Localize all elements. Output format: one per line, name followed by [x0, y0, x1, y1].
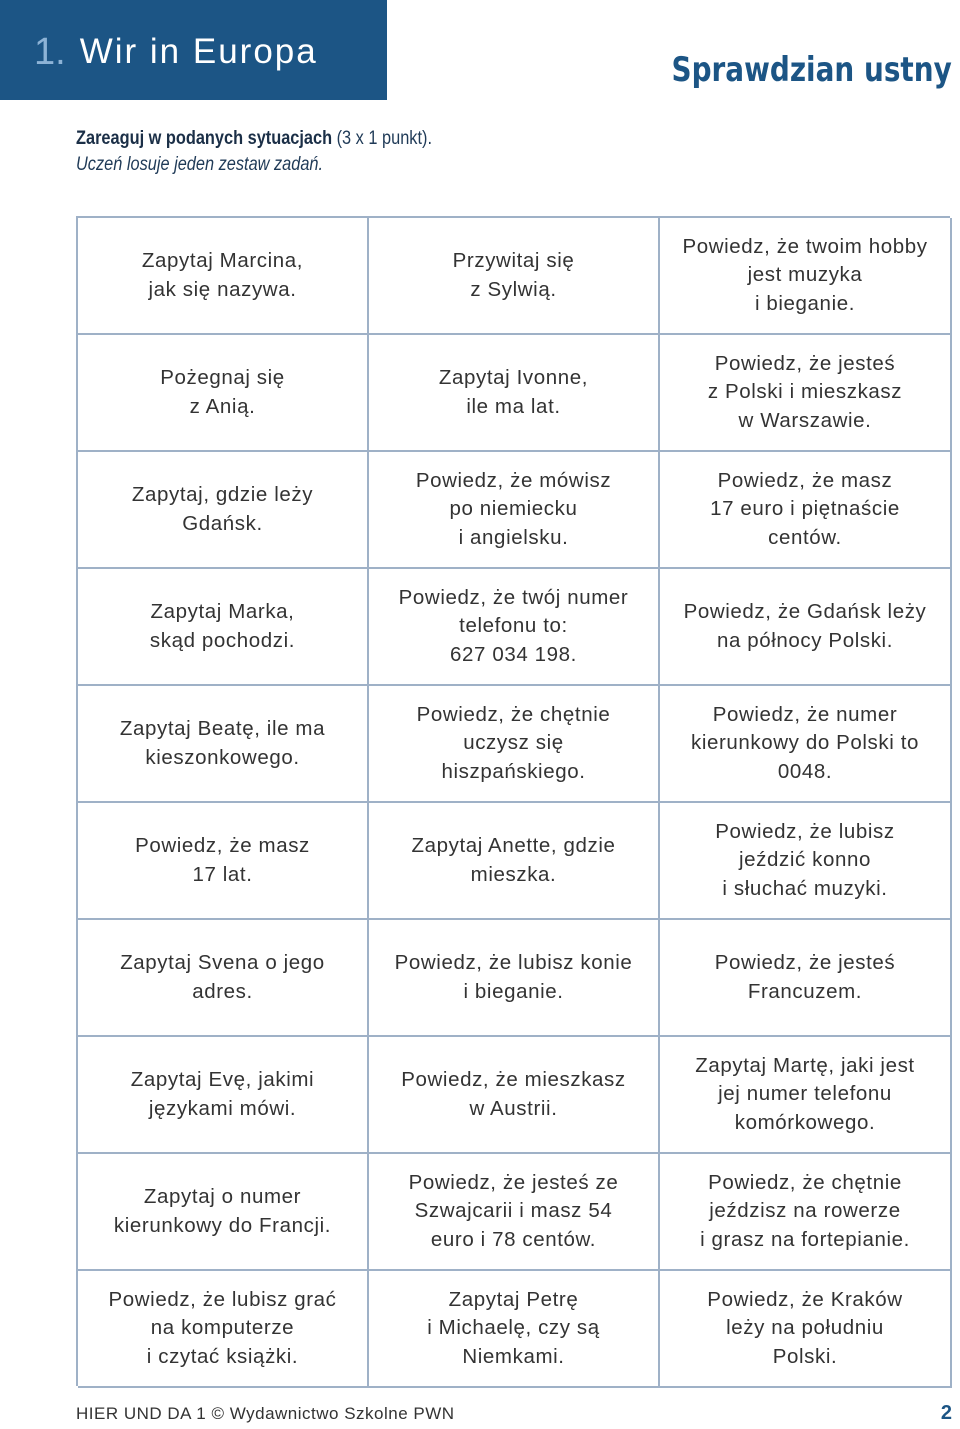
task-cell: Powiedz, że lubisz jeździć konno i słuchać muzyki. [660, 803, 952, 920]
task-cell: Zapytaj Svena o jego adres. [78, 920, 369, 1037]
task-grid [76, 216, 950, 1386]
task-cell: Zapytaj Ivonne, ile ma lat. [369, 335, 660, 452]
task-cell: Pożegnaj się z Anią. [78, 335, 369, 452]
task-cell: Powiedz, że lubisz grać na komputerze i czytać książki. [78, 1271, 369, 1388]
chapter-header [0, 0, 387, 100]
chapter-number: 1 [34, 30, 56, 73]
task-cell: Powiedz, że chętnie jeździsz na rowerze i grasz na fortepianie. [660, 1154, 952, 1271]
instructions-italic: Uczeń losuje jeden zestaw zadań. [76, 154, 324, 175]
task-cell: Powiedz, że jesteś Francuzem. [660, 920, 952, 1037]
task-cell: Powiedz, że Gdańsk leży na północy Polski. [660, 569, 952, 686]
task-cell: Powiedz, że masz 17 euro i piętnaście centów. [660, 452, 952, 569]
task-cell: Powiedz, że twoim hobby jest muzyka i bieganie. [660, 218, 952, 335]
instructions [76, 126, 432, 178]
instructions-points: (3 x 1 punkt). [332, 128, 432, 149]
instructions-bold: Zareaguj w podanych sytuacjach [76, 128, 333, 149]
task-cell: Zapytaj Anette, gdzie mieszka. [369, 803, 660, 920]
task-cell: Powiedz, że chętnie uczysz się hiszpańskiego. [369, 686, 660, 803]
task-cell: Powiedz, że Kraków leży na południu Polski. [660, 1271, 952, 1388]
task-cell: Przywitaj się z Sylwią. [369, 218, 660, 335]
task-cell: Zapytaj Marka, skąd pochodzi. [78, 569, 369, 686]
task-cell: Powiedz, że mówisz po niemiecku i angielsku. [369, 452, 660, 569]
task-cell: Powiedz, że masz 17 lat. [78, 803, 369, 920]
chapter-title: Wir in Europa [79, 32, 318, 71]
chapter-dot: . [55, 30, 66, 73]
footer-copyright: HIER UND DA 1 © Wydawnictwo Szkolne PWN [76, 1404, 455, 1423]
task-cell: Zapytaj Evę, jakimi językami mówi. [78, 1037, 369, 1154]
task-cell: Powiedz, że jesteś z Polski i mieszkasz w Warszawie. [660, 335, 952, 452]
task-cell: Powiedz, że numer kierunkowy do Polski to 0048. [660, 686, 952, 803]
page-title: Sprawdzian ustny [671, 50, 952, 90]
task-cell: Zapytaj Beatę, ile ma kieszonkowego. [78, 686, 369, 803]
page-number: 2 [940, 1402, 952, 1424]
task-cell: Powiedz, że jesteś ze Szwajcarii i masz 54 euro i 78 centów. [369, 1154, 660, 1271]
task-cell: Zapytaj Martę, jaki jest jej numer telefonu komórkowego. [660, 1037, 952, 1154]
task-cell: Powiedz, że mieszkasz w Austrii. [369, 1037, 660, 1154]
task-cell: Zapytaj, gdzie leży Gdańsk. [78, 452, 369, 569]
task-cell: Zapytaj Petrę i Michaelę, czy są Niemkami. [369, 1271, 660, 1388]
task-cell: Powiedz, że twój numer telefonu to: 627 034 198. [369, 569, 660, 686]
task-cell: Zapytaj Marcina, jak się nazywa. [78, 218, 369, 335]
task-cell: Powiedz, że lubisz konie i bieganie. [369, 920, 660, 1037]
task-cell: Zapytaj o numer kierunkowy do Francji. [78, 1154, 369, 1271]
